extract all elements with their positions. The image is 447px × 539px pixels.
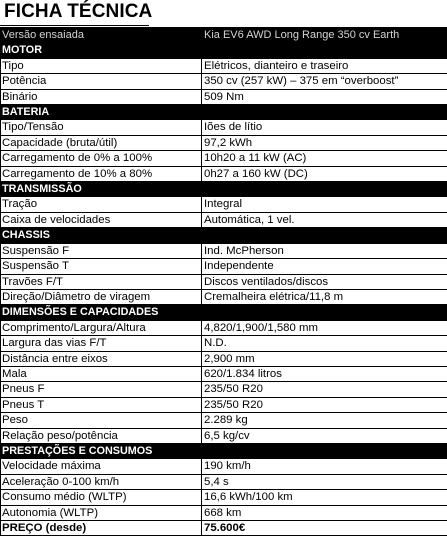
spec-label: Consumo médio (WLTP) — [1, 490, 202, 505]
spec-label: Potência — [1, 74, 202, 89]
section-header — [1, 443, 447, 458]
section-header — [1, 182, 447, 197]
spec-value: 5,4 s — [202, 474, 447, 489]
spec-value: 668 km — [202, 505, 447, 520]
section-header — [1, 43, 447, 58]
spec-row — [1, 351, 447, 366]
spec-label: Aceleração 0-100 km/h — [1, 474, 202, 489]
price-value: 75.600€ — [202, 521, 447, 536]
spec-label: Tração — [1, 197, 202, 212]
price-row — [1, 521, 447, 536]
spec-label: Relação peso/potência — [1, 428, 202, 443]
spec-value: 509 Nm — [202, 89, 447, 104]
spec-label: Pneus F — [1, 382, 202, 397]
section-title: MOTOR — [1, 43, 447, 58]
section-header — [1, 105, 447, 120]
section-title: DIMENSÕES E CAPACIDADES — [1, 305, 447, 320]
section-title: TRANSMISSÃO — [1, 182, 447, 197]
spec-label: Capacidade (bruta/útil) — [1, 135, 202, 150]
spec-value: 620/1.834 litros — [202, 366, 447, 381]
spec-label: Direção/Diâmetro de viragem — [1, 289, 202, 304]
spec-value: 190 km/h — [202, 459, 447, 474]
spec-label: Carregamento de 0% a 100% — [1, 151, 202, 166]
section-header — [1, 305, 447, 320]
spec-value: Ind. McPherson — [202, 243, 447, 258]
spec-label: Carregamento de 10% a 80% — [1, 166, 202, 181]
spec-label: Autonomia (WLTP) — [1, 505, 202, 520]
spec-table — [0, 27, 447, 536]
spec-row — [1, 336, 447, 351]
section-title: BATERIA — [1, 105, 447, 120]
spec-value: Cremalheira elétrica/11,8 m — [202, 289, 447, 304]
spec-label: Peso — [1, 413, 202, 428]
spec-value: N.D. — [202, 336, 447, 351]
spec-row — [1, 459, 447, 474]
spec-value: 235/50 R20 — [202, 397, 447, 412]
spec-row — [1, 120, 447, 135]
spec-row — [1, 382, 447, 397]
spec-row — [1, 74, 447, 89]
spec-value: Elétricos, dianteiro e traseiro — [202, 58, 447, 73]
spec-row — [1, 58, 447, 73]
section-header — [1, 228, 447, 243]
spec-value: Independente — [202, 259, 447, 274]
spec-value: 16,6 kWh/100 km — [202, 490, 447, 505]
spec-label: Binário — [1, 89, 202, 104]
model-row — [1, 28, 447, 43]
spec-row — [1, 289, 447, 304]
section-title: CHASSIS — [1, 228, 447, 243]
spec-value: 4,820/1,900/1,580 mm — [202, 320, 447, 335]
price-label: PREÇO (desde) — [1, 521, 202, 536]
spec-row — [1, 259, 447, 274]
spec-label: Travões F/T — [1, 274, 202, 289]
spec-label: Mala — [1, 366, 202, 381]
spec-label: Suspensão T — [1, 259, 202, 274]
spec-label: Largura das vias F/T — [1, 336, 202, 351]
spec-value: 235/50 R20 — [202, 382, 447, 397]
spec-row — [1, 320, 447, 335]
spec-value: 2,900 mm — [202, 351, 447, 366]
spec-row — [1, 428, 447, 443]
page-title: FICHA TÉCNICA — [4, 1, 153, 22]
spec-label: Caixa de velocidades — [1, 212, 202, 227]
spec-row — [1, 474, 447, 489]
spec-row — [1, 197, 447, 212]
spec-label: Tipo/Tensão — [1, 120, 202, 135]
spec-value: Iões de lítio — [202, 120, 447, 135]
spec-row — [1, 505, 447, 520]
spec-label: Tipo — [1, 58, 202, 73]
spec-row — [1, 397, 447, 412]
spec-label: Comprimento/Largura/Altura — [1, 320, 202, 335]
model-value: Kia EV6 AWD Long Range 350 cv Earth — [202, 28, 447, 43]
title-underline — [0, 25, 149, 26]
spec-row — [1, 135, 447, 150]
spec-value: 6,5 kg/cv — [202, 428, 447, 443]
spec-value: Integral — [202, 197, 447, 212]
section-title: PRESTAÇÕES E CONSUMOS — [1, 443, 447, 458]
spec-value: 97,2 kWh — [202, 135, 447, 150]
spec-value: 0h27 a 160 kW (DC) — [202, 166, 447, 181]
model-label: Versão ensaiada — [1, 28, 202, 43]
spec-row — [1, 89, 447, 104]
spec-value: Discos ventilados/discos — [202, 274, 447, 289]
spec-value: 350 cv (257 kW) – 375 em “overboost” — [202, 74, 447, 89]
spec-row — [1, 366, 447, 381]
spec-row — [1, 413, 447, 428]
spec-row — [1, 490, 447, 505]
spec-row — [1, 151, 447, 166]
spec-row — [1, 274, 447, 289]
spec-value: 10h20 a 11 kW (AC) — [202, 151, 447, 166]
spec-row — [1, 243, 447, 258]
spec-label: Pneus T — [1, 397, 202, 412]
spec-label: Distância entre eixos — [1, 351, 202, 366]
spec-label: Suspensão F — [1, 243, 202, 258]
spec-value: Automática, 1 vel. — [202, 212, 447, 227]
spec-row — [1, 166, 447, 181]
spec-row — [1, 212, 447, 227]
spec-value: 2.289 kg — [202, 413, 447, 428]
spec-label: Velocidade máxima — [1, 459, 202, 474]
